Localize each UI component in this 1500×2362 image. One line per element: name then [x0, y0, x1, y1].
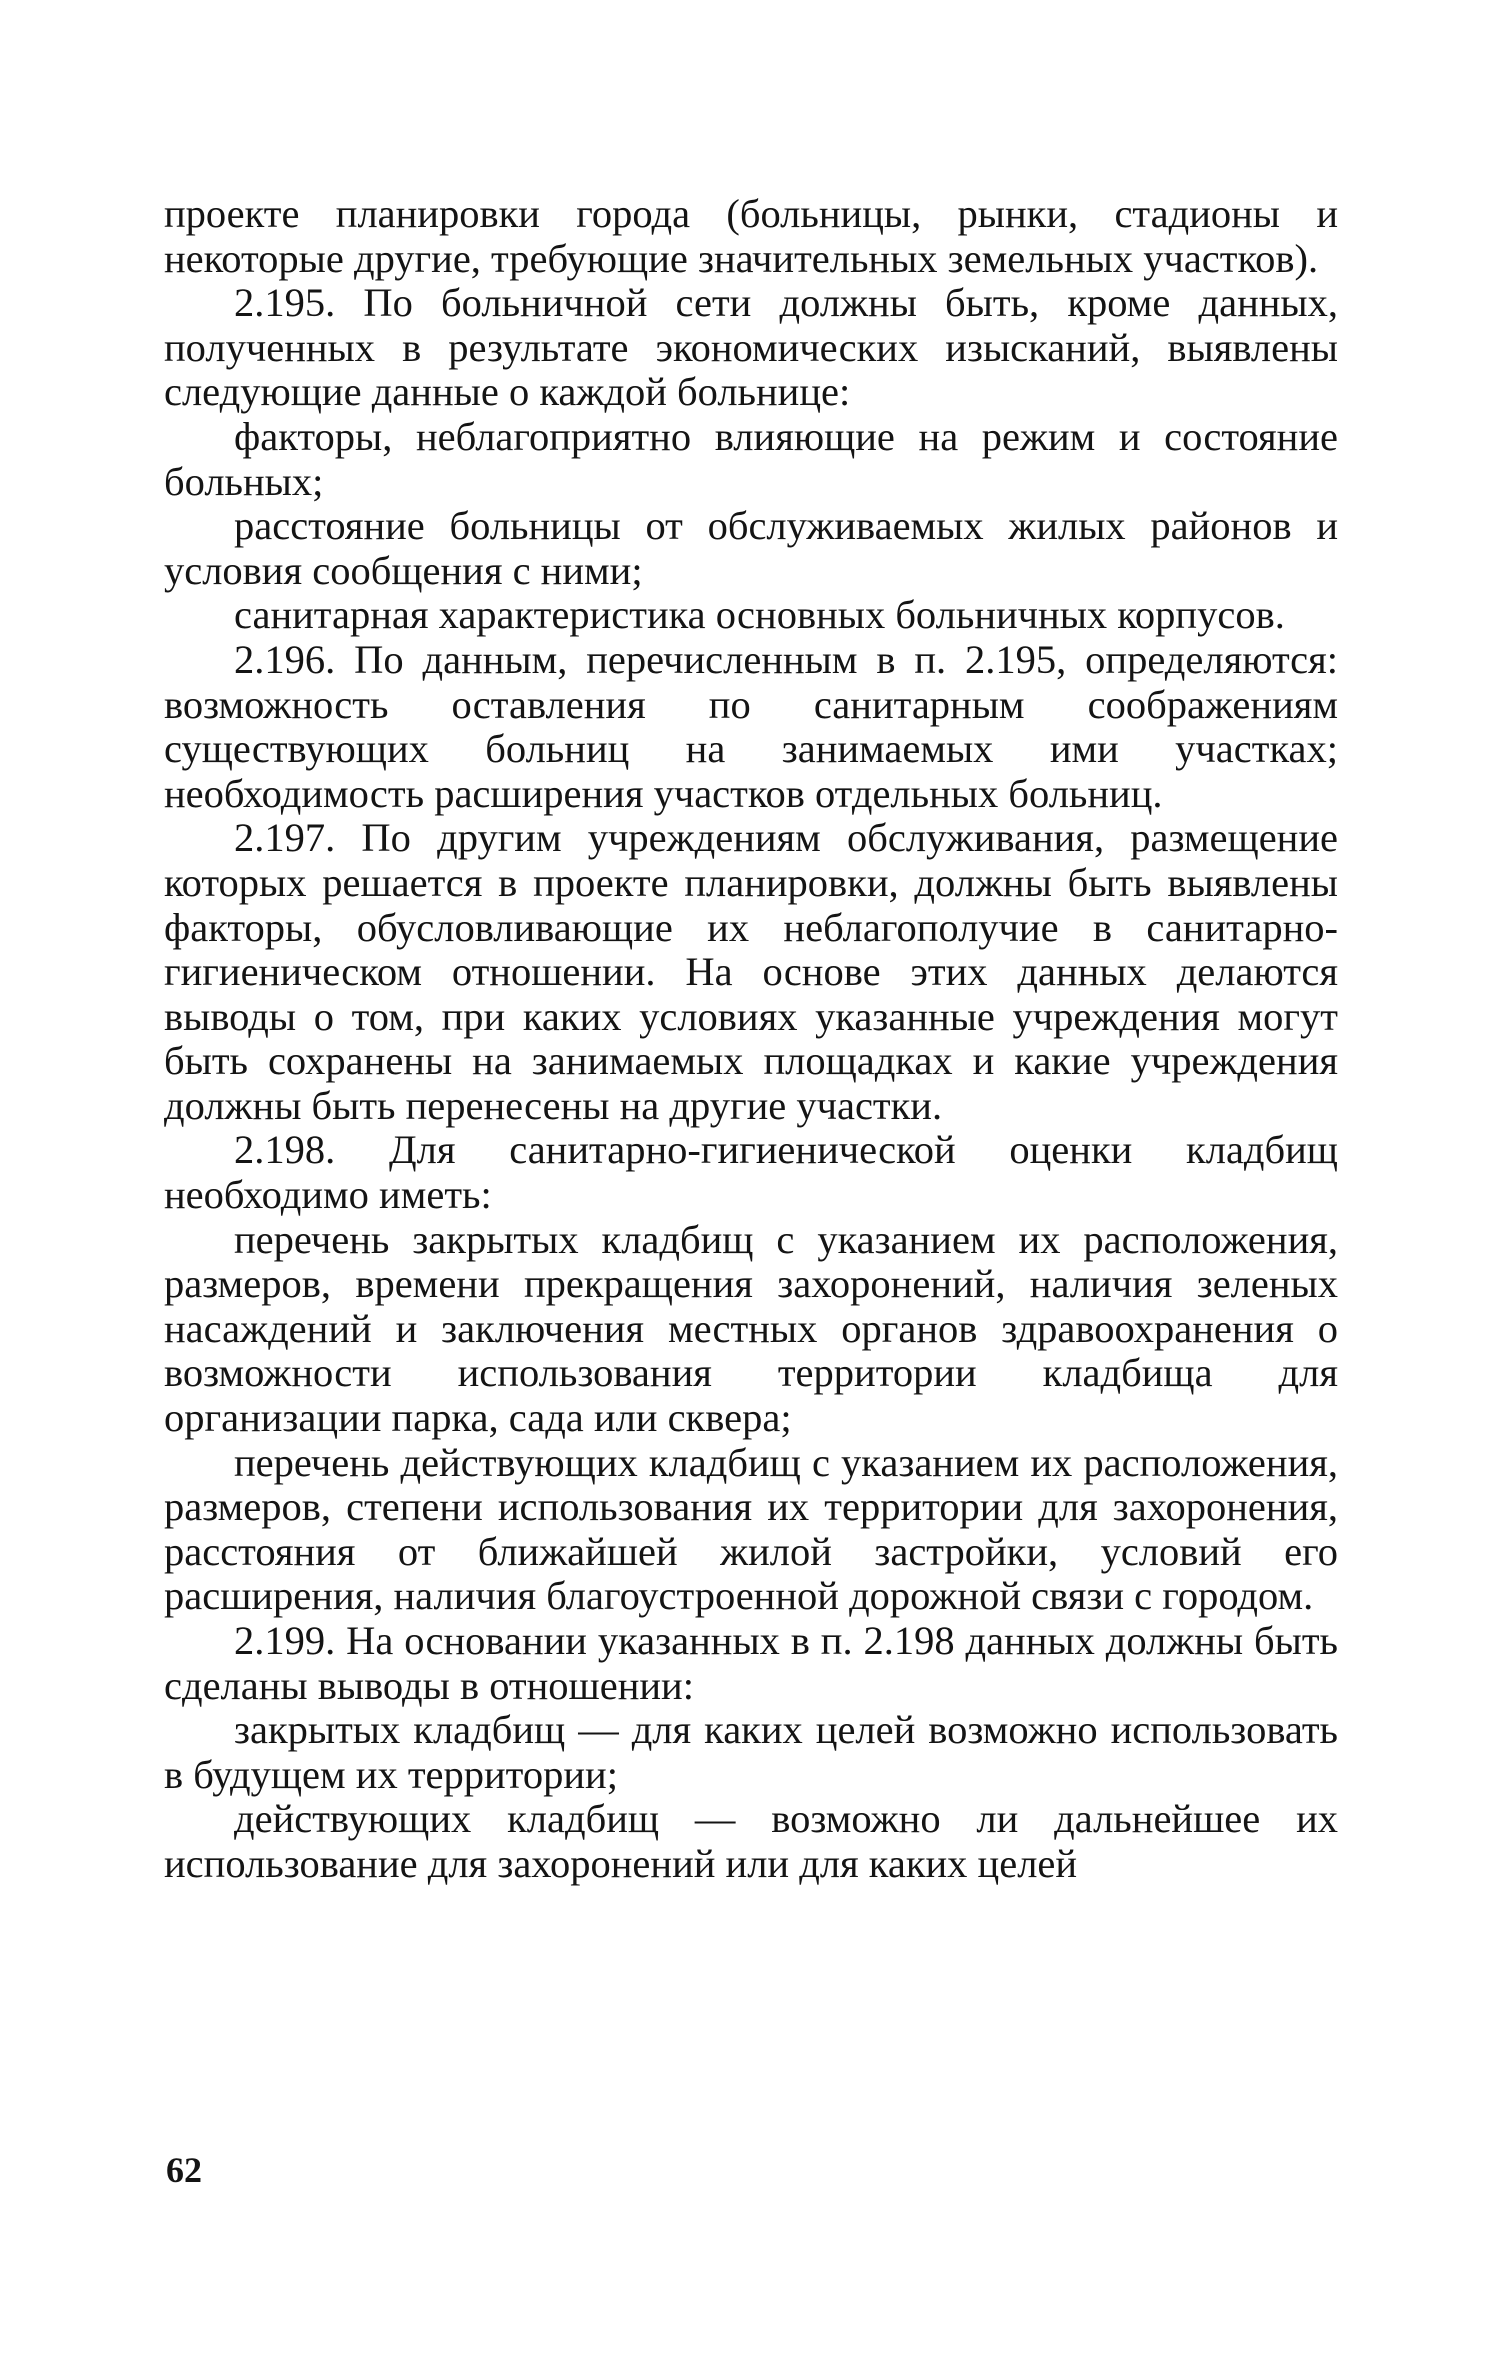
- page-number: 62: [166, 2150, 202, 2190]
- list-item-sanitary: санитарная характеристика основных больничных корпусов.: [234, 592, 1285, 638]
- list-item-active-cemeteries: перечень действующих кладбищ с указанием их расположения, размеров, степени использования их территории для захоронения, расстояния от ближайшей жилой застройки, условий его расширения, наличия благоустроенной дорожной связи с городом.: [164, 1439, 1338, 1619]
- list-item-active-use: действующих кладбищ — возможно ли дальнейшее их использование для захоронений или для каких целей: [164, 1796, 1338, 1886]
- page-body: [164, 192, 1338, 1887]
- list-item-closed-cemeteries: перечень закрытых кладбищ с указанием их расположения, размеров, времени прекращения захоронений, наличия зеленых насаждений и заключения местных органов здравоохранения о возможности использования территории кладбища для организации парка, сада или сквера;: [164, 1216, 1338, 1441]
- paragraph-2-198: 2.198. Для санитарно-гигиенической оценки кладбищ необходимо иметь:: [164, 1127, 1338, 1218]
- paragraph-2-197: 2.197. По другим учреждениям обслуживания, размещение которых решается в проекте планировки, должны быть выявлены факторы, обусловливающие их неблагополучие в санитарно-гигиеническом отношении. На основе этих данных делаются выводы о том, при каких условиях указанные учреждения могут быть сохранены на занимаемых площадках и какие учреждения должны быть перенесены на другие участки.: [164, 815, 1338, 1128]
- list-item-closed-use: закрытых кладбищ — для каких целей возможно использовать в будущем их территории;: [164, 1707, 1338, 1797]
- paragraph-2-195: 2.195. По больничной сети должны быть, кроме данных, полученных в результате экономических изысканий, выявлены следующие данные о каждой больнице:: [164, 280, 1338, 415]
- list-item-factors: факторы, неблагоприятно влияющие на режим и состояние больных;: [164, 413, 1338, 504]
- list-item-distance: расстояние больницы от обслуживаемых жилых районов и условия сообщения с ними;: [164, 503, 1338, 593]
- paragraph-2-196: 2.196. По данным, перечисленным в п. 2.195, определяются: возможность оставления по санитарным соображениям существующих больниц на занимаемых ими участках; необходимость расширения участков отдельных больниц.: [164, 636, 1338, 816]
- paragraph-2-199: 2.199. На основании указанных в п. 2.198 данных должны быть сделаны выводы в отношении:: [164, 1618, 1338, 1708]
- paragraph-continuation: проекте планировки города (больницы, рынки, стадионы и некоторые другие, требующие значительных земельных участков).: [164, 191, 1338, 281]
